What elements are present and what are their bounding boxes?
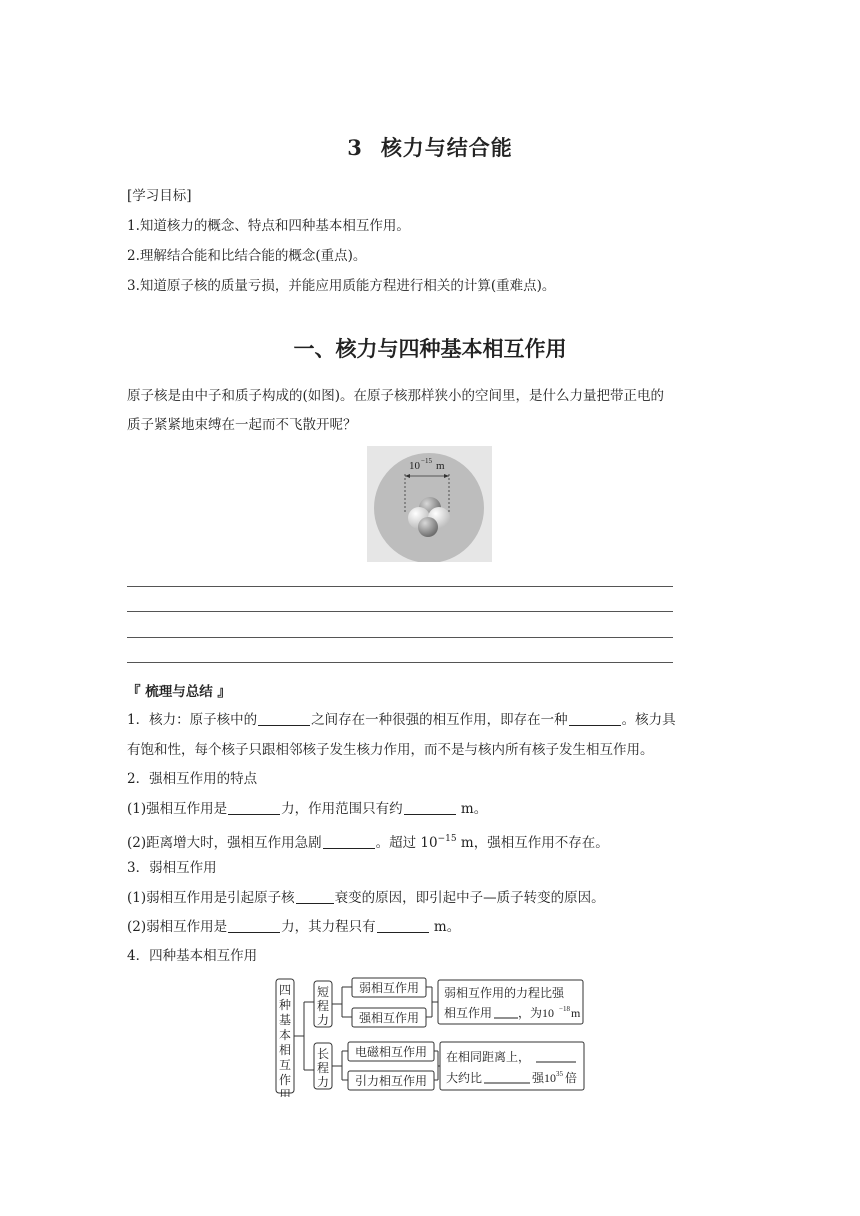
fill-blank[interactable] [228, 800, 280, 815]
p2-2-text-b: 。超过 10 [375, 835, 438, 851]
figure-label-base: 10 [409, 460, 420, 472]
note2-exp: 35 [556, 1070, 563, 1078]
objectives-header: [学习目标] [127, 188, 192, 204]
objective-item-1: 1.知道核力的概念、特点和四种基本相互作用。 [127, 218, 410, 234]
gravity-label: 引力相互作用 [354, 1074, 428, 1088]
question-line-2: 质子紧紧地束缚在一起而不飞散开呢？ [127, 417, 357, 433]
fill-blank[interactable] [569, 711, 621, 726]
p1-text-c: 。核力具 [621, 712, 676, 728]
p2-1-text-a: (1)强相互作用是 [127, 801, 228, 817]
summary-p1-line1 [127, 710, 676, 730]
p2-2-text-a: (2)距离增大时，强相互作用急剧 [127, 835, 322, 851]
nucleus-figure [367, 446, 492, 562]
weak-label: 弱相互作用 [358, 981, 420, 995]
answer-line-4 [127, 662, 673, 663]
neutron-front [418, 517, 438, 537]
p2-2-exponent: −15 [437, 834, 457, 844]
summary-p1-line2: 有饱和性，每个核子只跟相邻核子发生核力作用，而不是与核内所有核子发生相互作用。 [127, 742, 654, 758]
p3-1-text-a: (1)弱相互作用是引起原子核 [127, 890, 295, 906]
summary-p2: 2．强相互作用的特点 [127, 771, 258, 787]
root-label: 四种基本相互作用 [278, 983, 292, 1097]
p2-1-text-c: m。 [456, 801, 488, 817]
summary-p3-1 [127, 888, 605, 908]
p2-2-text-c: m，强相互作用不存在。 [456, 835, 609, 851]
p3-2-text-c: m。 [429, 919, 461, 935]
title-text: 核力与结合能 [380, 135, 513, 160]
fill-blank[interactable] [323, 834, 375, 849]
figure-label-exp: −15 [421, 457, 432, 465]
summary-p2-1 [127, 799, 487, 819]
p2-1-text-b: 力，作用范围只有约 [281, 801, 403, 817]
objective-item-2: 2.理解结合能和比结合能的概念(重点)。 [127, 248, 367, 264]
em-label: 电磁相互作用 [354, 1045, 428, 1059]
answer-line-2 [127, 611, 673, 612]
question-line-1: 原子核是由中子和质子构成的(如图)。在原子核那样狭小的空间里，是什么力量把带正电的 [127, 388, 665, 404]
note2-line2b: 强10 [532, 1071, 557, 1085]
note2-line2a: 大约比 [446, 1071, 483, 1085]
strong-label: 强相互作用 [358, 1011, 420, 1025]
fill-blank[interactable] [296, 889, 334, 904]
page-title [0, 132, 860, 162]
figure-label-unit: m [436, 460, 445, 472]
summary-p4: 4．四种基本相互作用 [127, 948, 258, 964]
note1-line2a: 相互作用 [444, 1006, 493, 1020]
note1-line1: 弱相互作用的力程比强 [444, 986, 565, 1000]
p1-text-b: 之间存在一种很强的相互作用，即存在一种 [311, 712, 568, 728]
note2-unit: 倍 [565, 1071, 578, 1085]
answer-line-3 [127, 637, 673, 638]
section-title: 一、核力与四种基本相互作用 [293, 336, 567, 361]
fill-blank[interactable] [258, 711, 310, 726]
summary-p2-2 [127, 829, 609, 853]
p3-2-text-a: (2)弱相互作用是 [127, 919, 228, 935]
p3-2-text-b: 力，其力程只有 [281, 919, 376, 935]
answer-line-1 [127, 586, 673, 587]
summary-header: 『 梳理与总结 』 [127, 684, 231, 700]
interaction-diagram [272, 975, 592, 1097]
objective-item-3: 3.知道原子核的质量亏损，并能应用质能方程进行相关的计算(重难点)。 [127, 278, 556, 294]
fill-blank[interactable] [228, 918, 280, 933]
short-range-label: 短程力 [316, 985, 330, 1027]
summary-p3: 3．弱相互作用 [127, 860, 217, 876]
long-range-label: 长程力 [316, 1047, 330, 1089]
title-number: 3 [347, 135, 363, 160]
p1-text-a: 1．核力：原子核中的 [127, 712, 258, 728]
note1-unit: m [571, 1006, 581, 1020]
summary-p3-2 [127, 917, 460, 937]
note1-line2b: ，为10 [518, 1006, 555, 1020]
note2-line1: 在相同距离上， [446, 1050, 531, 1064]
p3-1-text-b: 衰变的原因，即引起中子—质子转变的原因。 [334, 890, 605, 906]
fill-blank[interactable] [404, 800, 456, 815]
fill-blank[interactable] [377, 918, 429, 933]
note1-exp: −18 [559, 1005, 570, 1013]
